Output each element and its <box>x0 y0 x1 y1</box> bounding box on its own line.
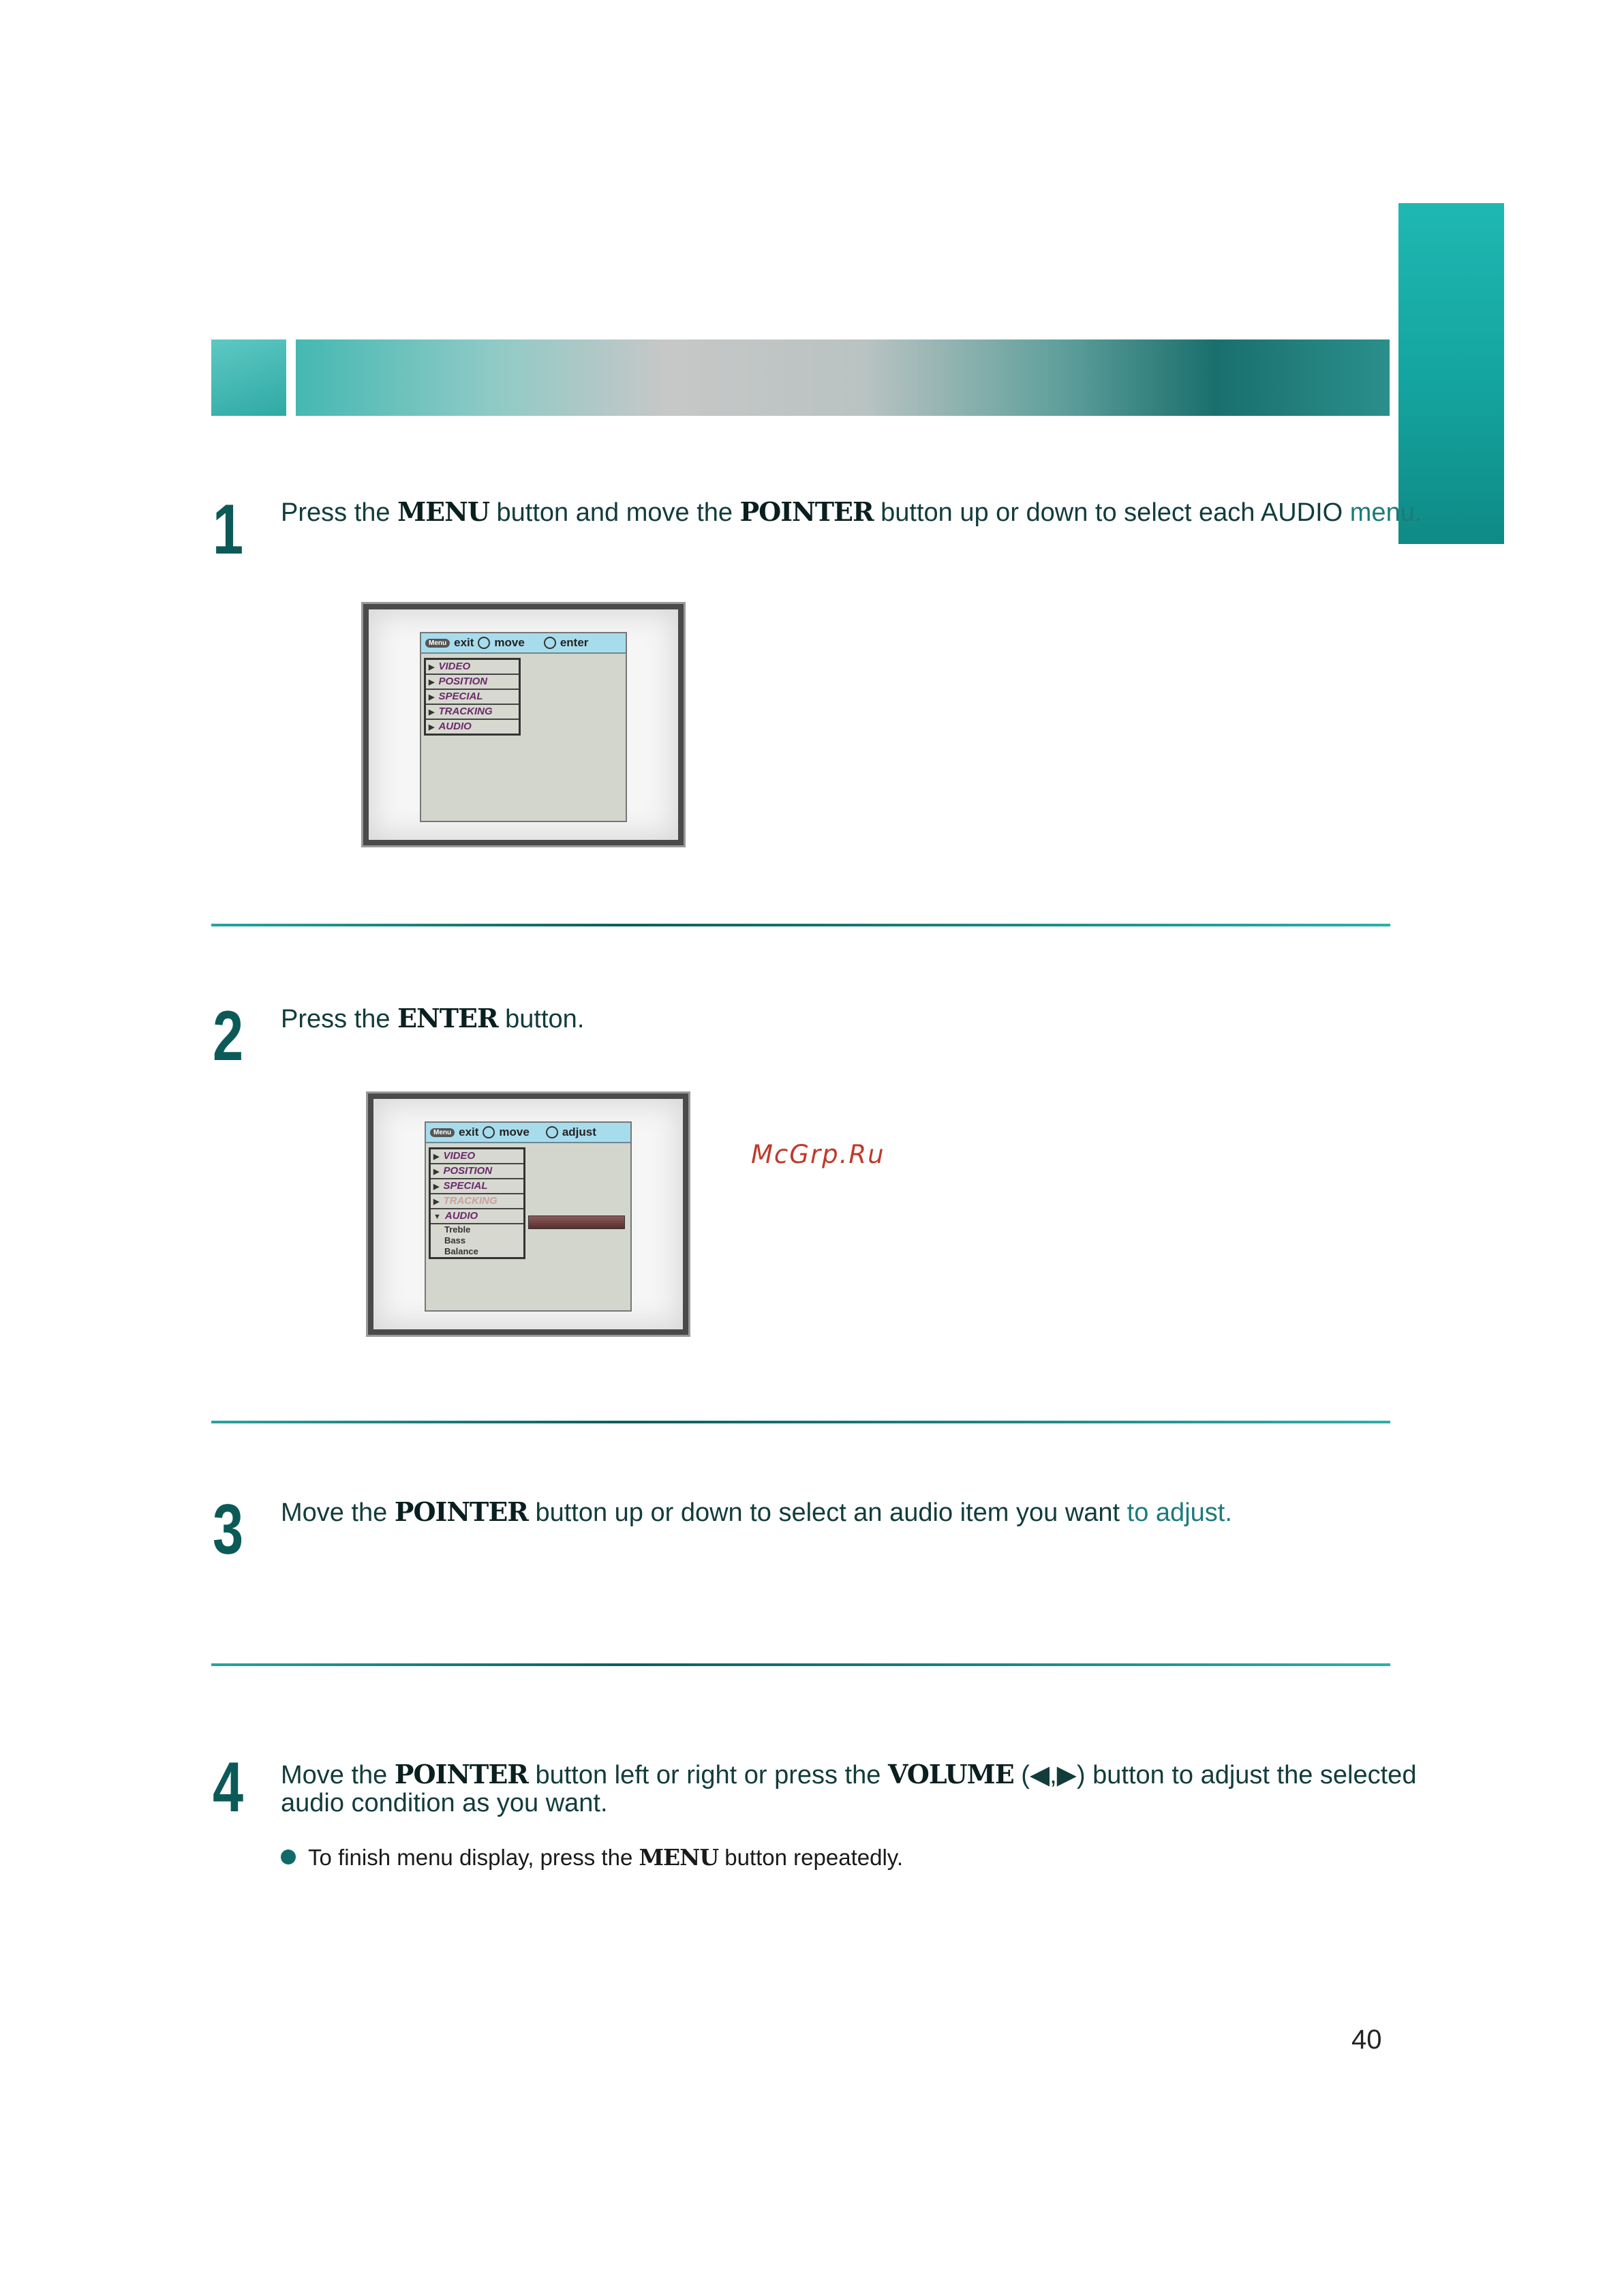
osd-menu-list <box>424 658 521 736</box>
step-3-text: Move the POINTER button up or down to select an audio item you want to adjust. <box>281 1496 1232 1527</box>
osd-subitem-balance[interactable]: Balance <box>444 1246 478 1256</box>
move-label: move <box>494 636 525 649</box>
bullet-note: To finish menu display, press the MENU button repeatedly. <box>281 1844 903 1871</box>
bullet-dot-icon <box>281 1849 296 1864</box>
step-1-text: Press the MENU button and move the POINTER button up or down to select each AUDIO menu. <box>281 496 1422 527</box>
osd-item-audio[interactable]: ▶ AUDIO <box>426 720 519 734</box>
osd-menu-list <box>429 1147 525 1259</box>
osd-item-special[interactable]: ▶ SPECIAL <box>426 690 519 705</box>
osd-help-bar <box>421 633 626 654</box>
step-2-number: 2 <box>213 997 244 1076</box>
divider-1 <box>211 924 1390 926</box>
exit-label: exit <box>459 1126 479 1138</box>
page-number: 40 <box>1351 2025 1382 2055</box>
step-4-text-line2: audio condition as you want. <box>281 1789 608 1817</box>
tv-screen-2 <box>368 1093 688 1335</box>
menu-key-icon: Menu <box>430 1128 455 1137</box>
audio-level-slider[interactable] <box>528 1215 625 1229</box>
step-4-number: 4 <box>213 1748 244 1827</box>
step-2-text: Press the ENTER button. <box>281 1003 585 1033</box>
step-3-number: 3 <box>213 1490 244 1569</box>
osd-subitem-treble[interactable]: Treble <box>444 1224 471 1235</box>
osd-item-audio[interactable]: ▼ AUDIO <box>431 1209 523 1224</box>
step-1-number: 1 <box>213 490 244 569</box>
osd-item-video[interactable]: ▶ VIDEO <box>431 1149 523 1164</box>
side-tab-marker <box>1398 203 1504 544</box>
pointer-icon <box>478 637 490 649</box>
header-square <box>211 339 286 416</box>
header-bar <box>296 339 1390 416</box>
pointer-icon <box>483 1126 495 1138</box>
divider-2 <box>211 1421 1390 1423</box>
osd-menu-panel <box>420 632 627 822</box>
osd-item-position[interactable]: ▶ POSITION <box>431 1164 523 1179</box>
adjust-icon <box>546 1126 558 1138</box>
menu-key-icon: Menu <box>425 639 450 648</box>
osd-item-tracking[interactable]: ▶ TRACKING <box>426 705 519 720</box>
tv-screen-1 <box>363 604 684 845</box>
move-label: move <box>499 1126 530 1138</box>
osd-help-bar <box>426 1123 630 1143</box>
adjust-label: adjust <box>562 1126 596 1138</box>
osd-menu-panel <box>425 1121 632 1312</box>
osd-subitem-bass[interactable]: Bass <box>444 1235 466 1245</box>
step-4-text: Move the POINTER button left or right or press the VOLUME (◀,▶) button to adjust the selected <box>281 1759 1417 1789</box>
enter-icon <box>544 637 556 649</box>
enter-label: enter <box>560 636 589 649</box>
exit-label: exit <box>454 636 474 649</box>
divider-3 <box>211 1663 1390 1666</box>
osd-item-special[interactable]: ▶ SPECIAL <box>431 1179 523 1194</box>
osd-item-video[interactable]: ▶ VIDEO <box>426 660 519 675</box>
osd-item-position[interactable]: ▶ POSITION <box>426 675 519 690</box>
osd-item-tracking[interactable]: ▶ TRACKING <box>431 1194 523 1209</box>
watermark: McGrp.Ru <box>751 1140 885 1169</box>
